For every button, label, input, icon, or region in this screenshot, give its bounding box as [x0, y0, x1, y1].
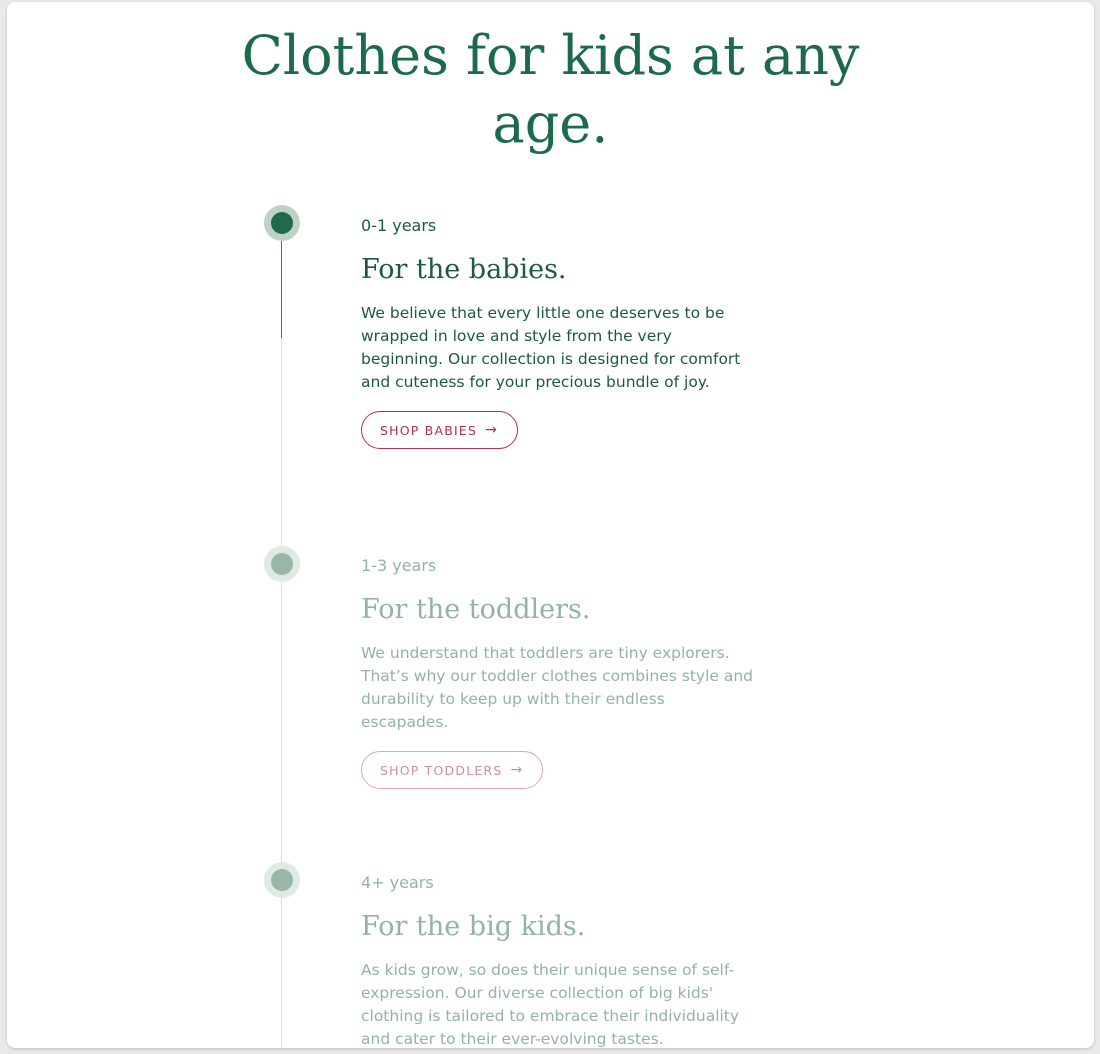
step-babies — [361, 216, 761, 449]
step-age: 0-1 years — [361, 216, 437, 235]
page-title — [7, 22, 1094, 158]
timeline-dot-toddlers — [264, 546, 300, 582]
shop-babies-button[interactable] — [361, 411, 518, 449]
step-description: We understand that toddlers are tiny explorers. That’s why our toddler clothes combines style and durability to keep up with their endless escapades. — [361, 644, 754, 731]
timeline-dot-big-kids — [264, 862, 300, 898]
page-title-line-1: Clothes for kids at any — [241, 24, 860, 87]
page-title-line-2: age. — [492, 92, 609, 155]
timeline-dot-inner — [271, 869, 293, 891]
step-heading: For the toddlers. — [361, 594, 591, 625]
step-description: As kids grow, so does their unique sense of self-expression. Our diverse collection of big kids' clothing is tailored to embrace their individuality and cater to their ever-evolving tastes. — [361, 961, 740, 1048]
timeline-progress — [281, 224, 282, 338]
shop-toddlers-button[interactable] — [361, 751, 543, 789]
timeline-dot-inner — [271, 553, 293, 575]
step-heading: For the babies. — [361, 254, 567, 285]
step-toddlers — [361, 556, 761, 789]
page-card — [7, 2, 1094, 1048]
step-big-kids — [361, 873, 761, 1048]
arrow-right-icon: → — [485, 422, 497, 438]
timeline-track — [281, 224, 282, 1048]
timeline-dot-babies — [264, 205, 300, 241]
shop-toddlers-label: SHOP TODDLERS — [380, 762, 503, 778]
shop-babies-label: SHOP BABIES — [380, 422, 478, 438]
step-heading: For the big kids. — [361, 911, 586, 942]
timeline-dot-inner — [271, 212, 293, 234]
arrow-right-icon: → — [510, 762, 523, 778]
step-age: 4+ years — [361, 873, 434, 892]
step-description: We believe that every little one deserves to be wrapped in love and style from the very beginning. Our collection is designed for comfort and cuteness for your precious bundle of joy. — [361, 304, 741, 391]
step-age: 1-3 years — [361, 556, 437, 575]
